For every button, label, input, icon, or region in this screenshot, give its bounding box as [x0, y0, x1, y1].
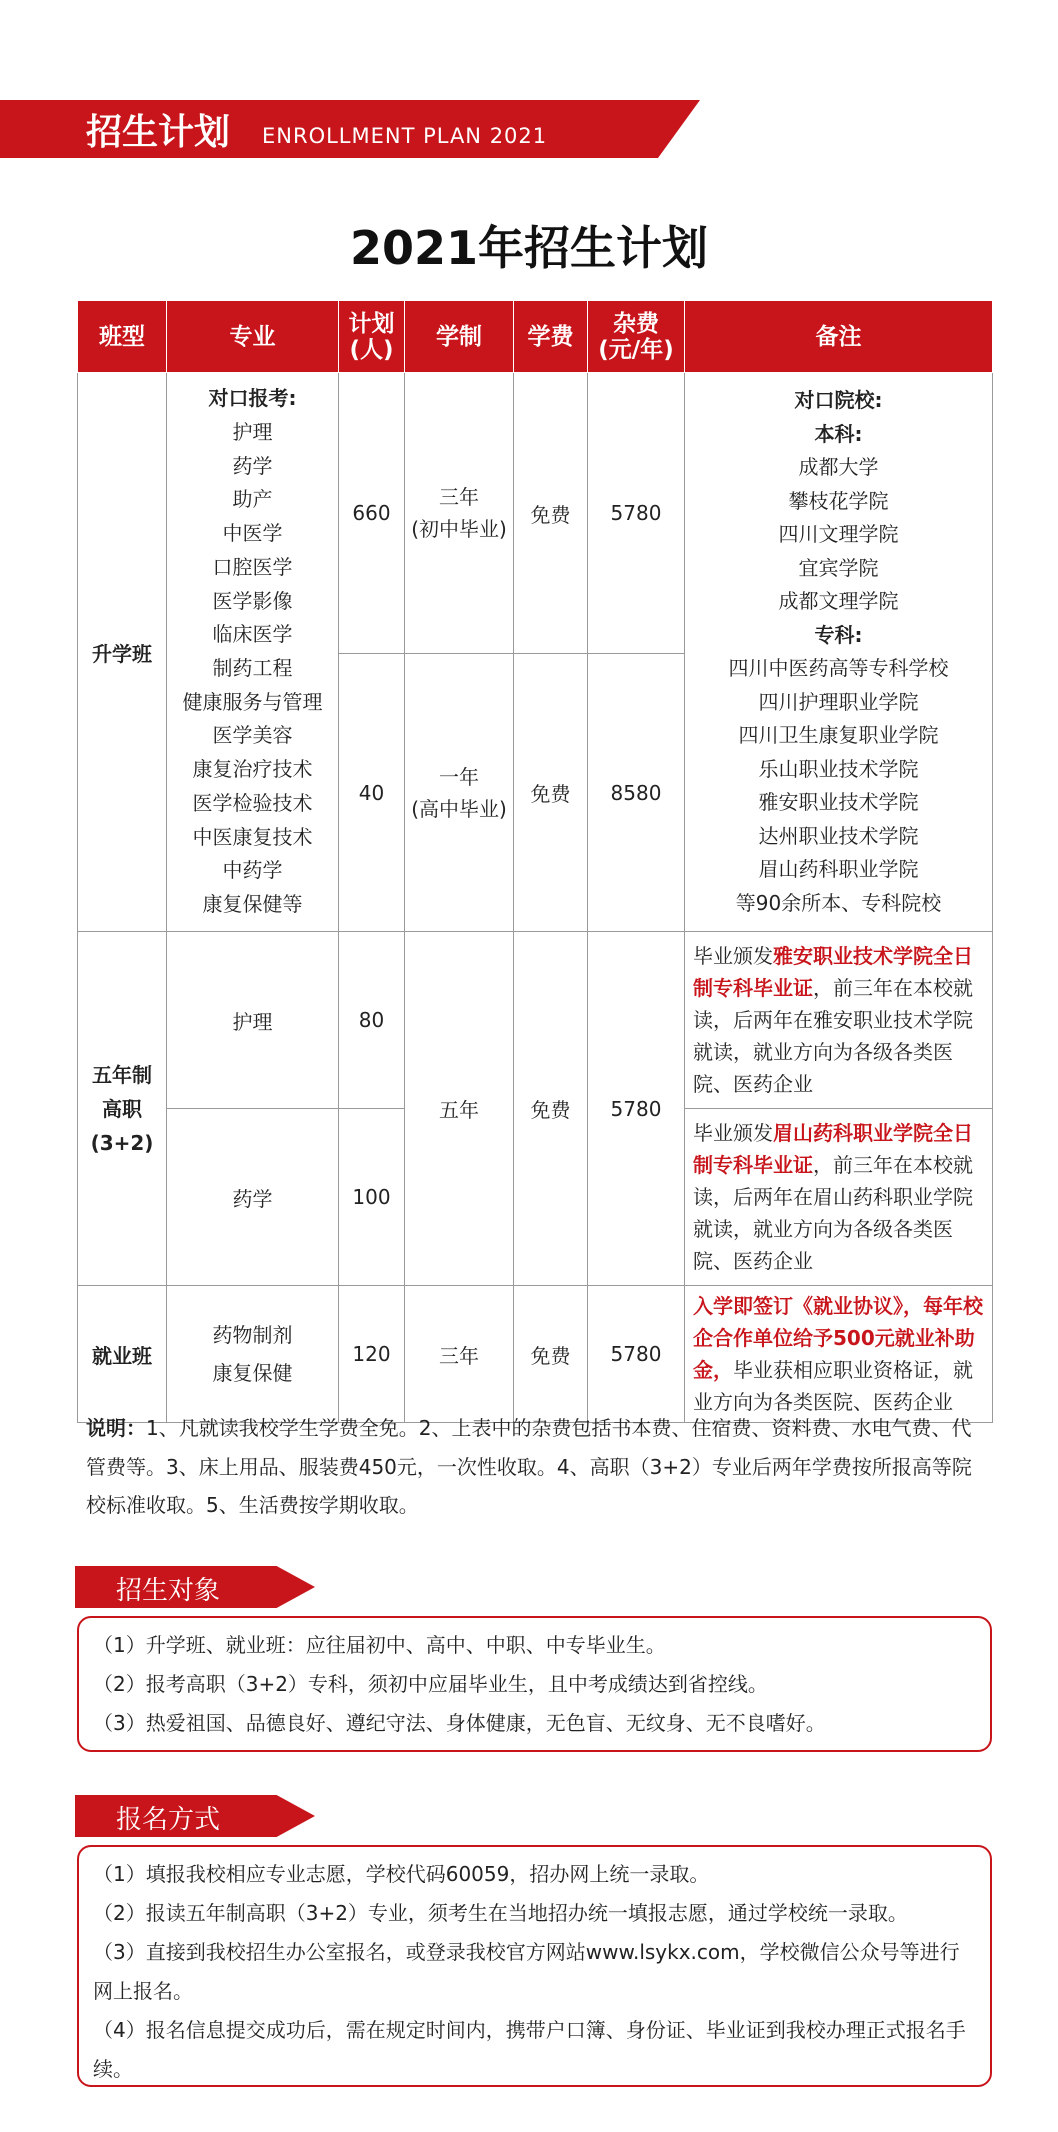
table-row [78, 373, 993, 654]
targets-box [77, 1616, 992, 1752]
header-duration: 学制 [405, 301, 514, 373]
class-wunianzhi: 五年制 高职 (3+2) [78, 932, 167, 1286]
plan-count: 120 [339, 1286, 405, 1423]
list-item: （3）热爱祖国、品德良好、遵纪守法、身体健康，无色盲、无纹身、无不良嗜好。 [93, 1711, 826, 1735]
header-misc-fee: 杂费 (元/年) [588, 301, 685, 373]
plan-count: 40 [339, 654, 405, 932]
enrollment-table [77, 300, 993, 1423]
banner-title: 招生计划 [86, 112, 231, 153]
list-item: （3）直接到我校招生办公室报名，或登录我校官方网站www.lsykx.com，学校微信公众号等进行网上报名。 [93, 1940, 960, 2003]
duration: 三年 [405, 1286, 514, 1423]
signup-box [77, 1845, 992, 2087]
list-item: （1）升学班、就业班：应往届初中、高中、中职、中专毕业生。 [93, 1633, 666, 1657]
table-row [78, 932, 993, 1109]
section-title-targets: 招生对象 [116, 1576, 221, 1606]
note-meishan: 毕业颁发眉山药科职业学院全日制专科毕业证，前三年在本校就读，后两年在眉山药科职业学院就读，就业方向为各级各类医院、医药企业 [685, 1109, 993, 1286]
tuition: 免费 [514, 373, 588, 654]
note-jiuye: 入学即签订《就业协议》，每年校企合作单位给予500元就业补助金，毕业获相应职业资格证，就业方向为各类医院、医药企业 [685, 1286, 993, 1423]
tuition: 免费 [514, 932, 588, 1286]
misc-fee: 5780 [588, 1286, 685, 1423]
banner-subtitle: ENROLLMENT PLAN 2021 [262, 124, 548, 148]
list-item: （2）报考高职（3+2）专科，须初中应届毕业生，且中考成绩达到省控线。 [93, 1672, 768, 1696]
tuition: 免费 [514, 654, 588, 932]
note-yaan: 毕业颁发雅安职业技术学院全日制专科毕业证，前三年在本校就读，后两年在雅安职业技术学院就读，就业方向为各级各类医院、医药企业 [685, 932, 993, 1109]
plan-count: 100 [339, 1109, 405, 1286]
misc-fee: 8580 [588, 654, 685, 932]
misc-fee: 5780 [588, 932, 685, 1286]
partner-schools: 对口院校: 本科: 成都大学 攀枝花学院 四川文理学院 宜宾学院 成都文理学院 专科: 四川中医药高等专科学校 四川护理职业学院 四川卫生康复职业学院 乐山职业技术学院 雅安职业技术学院 达州职业技术学院 眉山药科职业学院 等90余所本、专科院校 [685, 373, 993, 932]
plan-count: 80 [339, 932, 405, 1109]
duration: 五年 [405, 932, 514, 1286]
duration: 三年 (初中毕业) [405, 373, 514, 654]
majors-list: 对口报考: 护理 药学 助产 中医学 口腔医学 医学影像 临床医学 制药工程 健康服务与管理 医学美容 康复治疗技术 医学检验技术 中医康复技术 中药学 康复保健等 [167, 373, 339, 932]
major: 药学 [167, 1109, 339, 1286]
header-tuition: 学费 [514, 301, 588, 373]
class-shengxue: 升学班 [78, 373, 167, 932]
tuition: 免费 [514, 1286, 588, 1423]
header-class: 班型 [78, 301, 167, 373]
section-title-signup: 报名方式 [116, 1805, 221, 1835]
list-item: （4）报名信息提交成功后，需在规定时间内，携带户口簿、身份证、毕业证到我校办理正式报名手续。 [93, 2018, 966, 2081]
header-plan: 计划 (人) [339, 301, 405, 373]
duration: 一年 (高中毕业) [405, 654, 514, 932]
misc-fee: 5780 [588, 373, 685, 654]
explanation-text: 说明：1、凡就读我校学生学费全免。2、上表中的杂费包括书本费、住宿费、资料费、水电气费、代管费等。3、床上用品、服装费450元，一次性收取。4、高职（3+2）专业后两年学费按所报高等院校标准收取。5、生活费按学期收取。 [86, 1416, 972, 1517]
table-row [78, 1286, 993, 1423]
table-header-row [78, 301, 993, 373]
list-item: （1）填报我校相应专业志愿，学校代码60059，招办网上统一录取。 [93, 1862, 710, 1886]
major: 护理 [167, 932, 339, 1109]
major: 药物制剂 康复保健 [167, 1286, 339, 1423]
plan-count: 660 [339, 373, 405, 654]
page-title: 2021年招生计划 [349, 221, 709, 275]
header-notes: 备注 [685, 301, 993, 373]
header-major: 专业 [167, 301, 339, 373]
list-item: （2）报读五年制高职（3+2）专业，须考生在当地招办统一填报志愿，通过学校统一录取。 [93, 1901, 908, 1925]
class-jiuye: 就业班 [78, 1286, 167, 1423]
